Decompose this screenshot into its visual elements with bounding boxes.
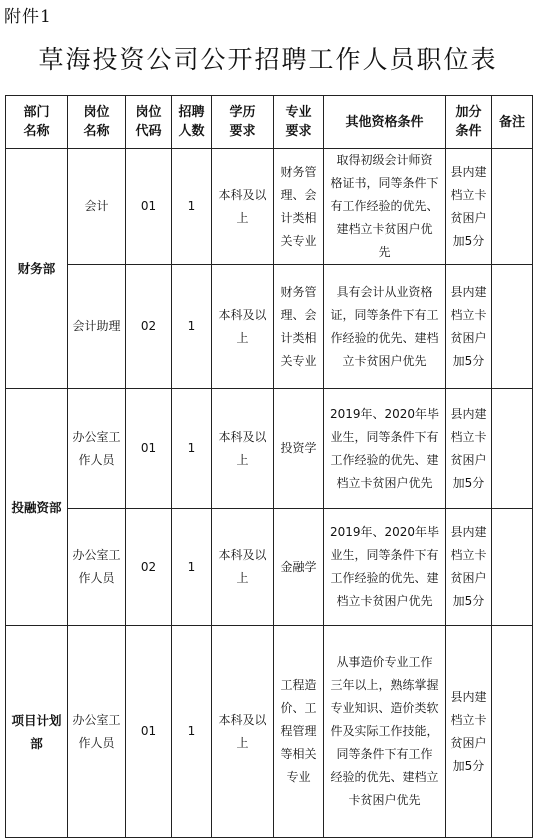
education-cell: 本科及以 上 <box>212 626 274 838</box>
position-cell: 会计 <box>68 149 126 265</box>
other-cell: 具有会计从业资格 证，同等条件下有工 作经验的优先、建档 立卡贫困户优先 <box>324 265 446 389</box>
remark-cell <box>492 626 533 838</box>
header-code: 岗位 代码 <box>126 96 172 149</box>
major-cell: 财务管 理、会 计类相 关专业 <box>274 265 324 389</box>
table-row <box>6 509 533 626</box>
other-cell: 2019年、2020年毕 业生，同等条件下有 工作经验的优先、建 档立卡贫困户优先 <box>324 509 446 626</box>
other-cell: 2019年、2020年毕 业生，同等条件下有 工作经验的优先、建 档立卡贫困户优先 <box>324 389 446 509</box>
header-row <box>6 96 533 149</box>
positions-table <box>5 95 533 838</box>
major-cell: 金融学 <box>274 509 324 626</box>
major-cell: 工程造 价、工 程管理 等相关 专业 <box>274 626 324 838</box>
attachment-label: 附件1 <box>4 7 52 27</box>
position-cell: 会计助理 <box>68 265 126 389</box>
bonus-cell: 县内建 档立卡 贫困户 加5分 <box>446 509 492 626</box>
count-cell: 1 <box>172 149 212 265</box>
header-other: 其他资格条件 <box>324 96 446 149</box>
header-major: 专业 要求 <box>274 96 324 149</box>
table-row <box>6 149 533 265</box>
table-row <box>6 389 533 509</box>
count-cell: 1 <box>172 509 212 626</box>
education-cell: 本科及以 上 <box>212 149 274 265</box>
remark-cell <box>492 509 533 626</box>
remark-cell <box>492 149 533 265</box>
code-cell: 01 <box>126 626 172 838</box>
education-cell: 本科及以 上 <box>212 389 274 509</box>
table-row <box>6 265 533 389</box>
remark-cell <box>492 265 533 389</box>
count-cell: 1 <box>172 265 212 389</box>
dept-cell: 项目计划 部 <box>6 626 68 838</box>
position-cell: 办公室工 作人员 <box>68 389 126 509</box>
education-cell: 本科及以 上 <box>212 509 274 626</box>
major-cell: 投资学 <box>274 389 324 509</box>
bonus-cell: 县内建 档立卡 贫困户 加5分 <box>446 265 492 389</box>
bonus-cell: 县内建 档立卡 贫困户 加5分 <box>446 389 492 509</box>
major-cell: 财务管 理、会 计类相 关专业 <box>274 149 324 265</box>
position-cell: 办公室工 作人员 <box>68 509 126 626</box>
header-position: 岗位 名称 <box>68 96 126 149</box>
code-cell: 02 <box>126 265 172 389</box>
header-count: 招聘 人数 <box>172 96 212 149</box>
header-remark: 备注 <box>492 96 533 149</box>
header-dept: 部门 名称 <box>6 96 68 149</box>
code-cell: 02 <box>126 509 172 626</box>
count-cell: 1 <box>172 389 212 509</box>
code-cell: 01 <box>126 389 172 509</box>
code-cell: 01 <box>126 149 172 265</box>
education-cell: 本科及以 上 <box>212 265 274 389</box>
other-cell: 从事造价专业工作 三年以上，熟练掌握 专业知识、造价类软 件及实际工作技能， 同等条件下有工作 经验的优先、建档立 卡贫困户优先 <box>324 626 446 838</box>
bonus-cell: 县内建 档立卡 贫困户 加5分 <box>446 626 492 838</box>
count-cell: 1 <box>172 626 212 838</box>
other-cell: 取得初级会计师资 格证书，同等条件下 有工作经验的优先、 建档立卡贫困户优 先 <box>324 149 446 265</box>
page-title: 草海投资公司公开招聘工作人员职位表 <box>38 45 498 74</box>
header-education: 学历 要求 <box>212 96 274 149</box>
bonus-cell: 县内建 档立卡 贫困户 加5分 <box>446 149 492 265</box>
remark-cell <box>492 389 533 509</box>
table-row <box>6 626 533 838</box>
dept-cell: 投融资部 <box>6 389 68 626</box>
header-bonus: 加分 条件 <box>446 96 492 149</box>
position-cell: 办公室工 作人员 <box>68 626 126 838</box>
dept-cell: 财务部 <box>6 149 68 389</box>
